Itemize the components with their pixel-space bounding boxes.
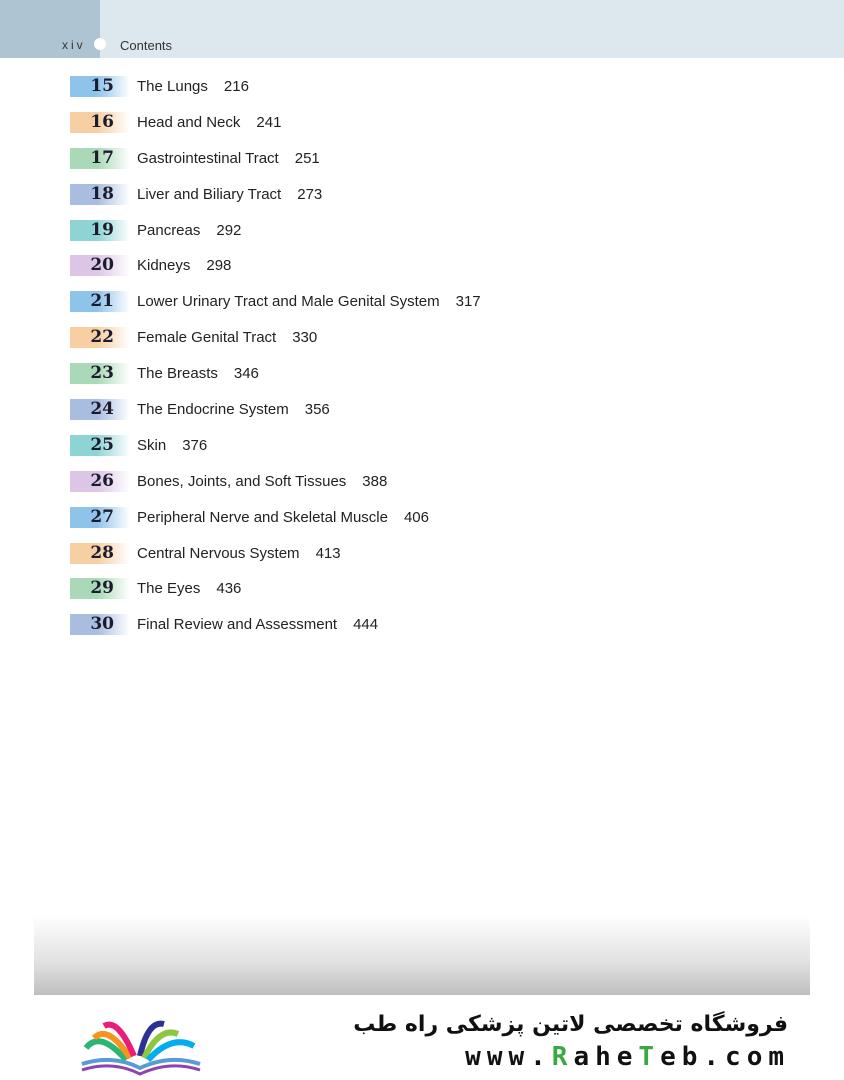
- website-url: [465, 1042, 790, 1072]
- chapter-number: 20: [90, 255, 114, 276]
- chapter-number: 30: [90, 614, 114, 635]
- chapter-title[interactable]: Skin: [137, 436, 167, 454]
- chapter-number-tab: [70, 327, 130, 348]
- chapter-number: 27: [90, 506, 114, 527]
- chapter-page-number: 298: [206, 257, 232, 275]
- chapter-number: 18: [90, 183, 114, 204]
- website-accent-letter: T: [638, 1042, 661, 1072]
- chapter-page-number: 388: [362, 472, 388, 490]
- chapter-title[interactable]: Head and Neck: [137, 113, 241, 131]
- chapter-number-tab: [70, 543, 130, 564]
- chapter-number-tab: [70, 255, 130, 276]
- header-dot: [94, 38, 106, 50]
- chapter-number-tab: [70, 220, 130, 241]
- chapter-page-number: 444: [353, 616, 379, 634]
- store-name: فروشگاه تخصصی لاتین پزشکی راه طب: [353, 1012, 788, 1037]
- toc-entry[interactable]: [70, 147, 481, 183]
- chapter-number-tab: [70, 399, 130, 420]
- footer-shadow: [34, 915, 810, 995]
- toc-entry[interactable]: [70, 577, 481, 613]
- chapter-title[interactable]: Peripheral Nerve and Skeletal Muscle: [137, 508, 388, 526]
- toc-entry[interactable]: [70, 613, 481, 649]
- chapter-number: 25: [90, 434, 114, 455]
- toc-entry[interactable]: [70, 362, 481, 398]
- website-accent-letter: R: [551, 1042, 574, 1072]
- chapter-title[interactable]: Central Nervous System: [137, 544, 300, 562]
- chapter-page-number: 356: [304, 401, 330, 419]
- chapter-number-tab: [70, 112, 130, 133]
- chapter-title[interactable]: Bones, Joints, and Soft Tissues: [137, 472, 347, 490]
- chapter-title[interactable]: Lower Urinary Tract and Male Genital System: [137, 293, 440, 311]
- website-part: www.: [465, 1042, 552, 1072]
- chapter-page-number: 317: [455, 293, 481, 311]
- chapter-title[interactable]: Final Review and Assessment: [137, 616, 338, 634]
- chapter-title[interactable]: Gastrointestinal Tract: [137, 149, 279, 167]
- toc-entry[interactable]: [70, 470, 481, 506]
- page-number: xiv: [62, 38, 86, 52]
- chapter-page-number: 251: [294, 149, 320, 167]
- chapter-title[interactable]: The Breasts: [137, 365, 218, 383]
- chapter-page-number: 346: [233, 365, 259, 383]
- chapter-title[interactable]: The Endocrine System: [137, 401, 289, 419]
- chapter-title[interactable]: The Lungs: [137, 78, 208, 95]
- toc-entry[interactable]: [70, 111, 481, 147]
- toc-entry[interactable]: [70, 398, 481, 434]
- toc-entry[interactable]: [70, 219, 481, 255]
- table-of-contents: [70, 75, 481, 649]
- website-part: eb.com: [660, 1042, 790, 1072]
- chapter-number: 24: [90, 399, 114, 420]
- chapter-number: 28: [90, 542, 114, 563]
- chapter-number: 15: [90, 76, 114, 96]
- chapter-number: 19: [90, 219, 114, 240]
- toc-entry[interactable]: [70, 506, 481, 542]
- chapter-number: 26: [90, 470, 114, 491]
- website-part: ahe: [573, 1042, 639, 1072]
- book-logo-icon: [78, 1008, 204, 1078]
- chapter-number-tab: [70, 291, 130, 312]
- chapter-page-number: 436: [216, 580, 242, 598]
- chapter-number-tab: [70, 184, 130, 205]
- chapter-number: 21: [90, 291, 114, 312]
- toc-entry[interactable]: [70, 75, 481, 111]
- chapter-title[interactable]: Kidneys: [137, 257, 191, 275]
- chapter-title[interactable]: Pancreas: [137, 221, 201, 239]
- toc-entry[interactable]: [70, 326, 481, 362]
- chapter-title[interactable]: Liver and Biliary Tract: [137, 185, 282, 203]
- chapter-number: 16: [90, 111, 114, 132]
- chapter-number-tab: [70, 507, 130, 528]
- chapter-number-tab: [70, 471, 130, 492]
- chapter-page-number: 273: [297, 185, 323, 203]
- chapter-number-tab: [70, 76, 130, 97]
- chapter-number-tab: [70, 148, 130, 169]
- toc-entry[interactable]: [70, 290, 481, 326]
- chapter-number-tab: [70, 435, 130, 456]
- chapter-number-tab: [70, 578, 130, 599]
- chapter-title[interactable]: Female Genital Tract: [137, 329, 277, 347]
- chapter-page-number: 413: [315, 544, 341, 562]
- chapter-page-number: 292: [216, 221, 242, 239]
- chapter-number: 22: [90, 327, 114, 348]
- chapter-number: 23: [90, 363, 114, 384]
- chapter-number: 17: [90, 147, 114, 168]
- chapter-number: 29: [90, 578, 114, 599]
- chapter-title[interactable]: The Eyes: [137, 580, 201, 598]
- chapter-page-number: 330: [292, 329, 318, 347]
- chapter-page-number: 241: [256, 113, 282, 131]
- chapter-page-number: 376: [182, 436, 208, 454]
- toc-entry[interactable]: [70, 434, 481, 470]
- chapter-page-number: 406: [403, 508, 429, 526]
- toc-entry[interactable]: [70, 542, 481, 578]
- header-title: Contents: [120, 38, 173, 53]
- chapter-number-tab: [70, 363, 130, 384]
- toc-entry[interactable]: [70, 254, 481, 290]
- chapter-number-tab: [70, 614, 130, 635]
- chapter-page-number: 216: [223, 78, 249, 95]
- toc-entry[interactable]: [70, 183, 481, 219]
